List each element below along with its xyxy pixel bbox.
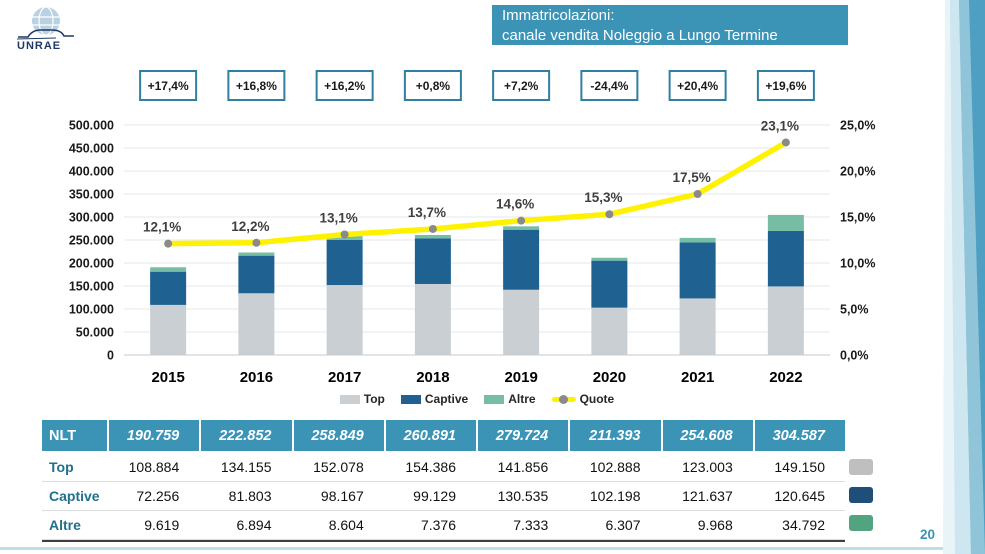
top-row-swatch-icon [849,459,873,475]
table-cell: 9.968 [697,517,733,533]
left-axis-tick-label: 500.000 [68,118,114,133]
table-cell: 6.894 [236,517,272,533]
quote-point-label: 12,1% [142,219,182,235]
table-cell: 141.856 [497,459,549,475]
x-axis-year-label: 2017 [327,369,362,386]
table-cell: 99.129 [413,488,456,504]
quote-point-label: 12,2% [231,218,270,234]
bar-segment-top [503,290,539,355]
table-cell: 8.604 [328,517,364,533]
table-header-cell: 254.608 [661,420,753,451]
bar-segment-captive [238,256,274,294]
legend-label: Captive [424,392,469,406]
bar-segment-top [768,286,804,355]
table-cell: 7.333 [513,517,549,533]
right-axis-tick-label: 0,0% [840,348,869,363]
left-axis-tick-label: 0 [107,348,114,363]
table-header-cell: 304.587 [753,420,845,451]
left-axis-tick-label: 50.000 [75,325,114,340]
bottom-rule [0,547,985,550]
table-header-label: NLT [49,427,77,444]
bar-segment-captive [680,242,716,298]
quote-dot-icon [559,395,568,404]
bar-segment-altre [415,235,451,238]
table-header-cell: 190.759 [107,420,199,451]
slide-title-line2: canale vendita Noleggio a Lungo Termine [502,27,778,44]
bar-segment-captive [150,272,186,305]
pct-change-value: +17,4% [147,79,189,93]
left-axis-tick-label: 450.000 [68,141,114,156]
pct-change-value: +16,2% [324,79,366,93]
top-swatch-icon [340,395,360,404]
quote-point-label: 14,6% [495,196,535,212]
quote-point-label: 13,1% [319,210,358,226]
x-axis-year-label: 2022 [769,369,803,386]
nlt-data-table [42,420,845,542]
bar-segment-altre [768,215,804,231]
quote-point [429,225,437,233]
left-axis-tick-label: 400.000 [68,164,114,179]
x-axis-year-label: 2015 [151,369,185,386]
table-cell: 7.376 [420,517,456,533]
left-axis-tick-label: 250.000 [68,233,114,248]
bar-segment-captive [503,230,539,290]
bar-segment-altre [503,226,539,229]
table-cell: 108.884 [128,459,180,475]
bar-segment-top [150,305,186,355]
left-axis-tick-label: 150.000 [68,279,114,294]
bar-segment-altre [150,267,186,271]
bar-segment-top [415,284,451,355]
left-axis-tick-label: 200.000 [68,256,114,271]
bar-segment-top [238,293,274,355]
table-cell: 72.256 [136,488,180,504]
table-header-row [42,420,845,451]
pct-change-value: -24,4% [590,79,629,93]
quote-point-label: 13,7% [407,204,447,220]
left-axis-tick-label: 300.000 [68,210,114,225]
quote-point-label: 17,5% [672,170,711,185]
table-cell: 6.307 [605,517,641,533]
table-header-cell: 211.393 [568,420,660,451]
right-axis-tick-label: 5,0% [840,302,869,317]
table-row-top [42,453,845,482]
table-row-label: Top [49,459,74,475]
table-row-altre [42,511,845,540]
pct-change-value: +16,8% [235,79,277,93]
table-cell: 34.792 [782,517,825,533]
table-header-cell: 260.891 [384,420,476,451]
pct-change-value: +20,4% [677,79,719,93]
table-cell: 149.150 [774,459,825,475]
table-row-label: Altre [49,517,81,533]
bar-segment-altre [680,238,716,243]
right-axis-tick-label: 25,0% [840,118,876,133]
pct-change-value: +0,8% [415,79,451,93]
quote-point [517,217,525,225]
table-cell: 154.386 [405,459,456,475]
chart-legend [124,392,830,406]
bar-segment-captive [327,240,363,285]
bar-segment-altre [238,252,274,255]
legend-item-captive [401,392,468,406]
bar-segment-captive [591,261,627,308]
legend-label: Quote [579,392,615,406]
bar-segment-top [327,285,363,355]
left-axis-tick-label: 100.000 [68,302,114,317]
table-cell: 134.155 [220,459,272,475]
slide-title-line1: Immatricolazioni: [502,7,615,24]
logo-text: UNRAE [17,40,62,52]
table-cell: 121.637 [682,488,733,504]
table-cell: 152.078 [313,459,364,475]
quote-point [782,138,790,146]
pct-change-value: +7,2% [503,79,539,93]
x-axis-year-label: 2018 [416,369,450,386]
bar-segment-captive [768,231,804,286]
quote-point-label: 23,1% [760,118,800,134]
right-axis-tick-label: 10,0% [840,256,876,271]
x-axis-year-label: 2021 [680,369,715,386]
bar-segment-top [591,308,627,355]
right-axis-tick-label: 20,0% [840,164,876,179]
table-cell: 130.535 [497,488,549,504]
table-row-captive [42,482,845,511]
captive-swatch-icon [401,395,421,404]
left-axis-tick-label: 350.000 [68,187,114,202]
quote-point [605,210,613,218]
table-header-cell: 279.724 [476,420,568,451]
legend-label: Top [363,392,385,406]
table-cell: 120.645 [774,488,825,504]
table-header-cell: 258.849 [292,420,384,451]
quote-line-swatch-icon [552,397,576,402]
x-axis-year-label: 2020 [592,369,627,386]
quote-point [341,230,349,238]
legend-label: Altre [508,392,536,406]
side-stripe-decoration [943,0,985,554]
table-cell: 102.888 [589,459,641,475]
quote-point [164,240,172,248]
right-axis-tick-label: 15,0% [840,210,876,225]
legend-item-altre [484,392,535,406]
pct-change-value: +19,6% [765,79,807,93]
quote-point [252,239,260,247]
legend-item-top [340,392,385,406]
captive-row-swatch-icon [849,487,873,503]
table-row-label: Captive [49,488,100,504]
x-axis-year-label: 2019 [504,369,538,386]
table-header-cell: 222.852 [199,420,291,451]
quote-point [694,190,702,198]
quote-point-label: 15,3% [584,190,623,206]
altre-row-swatch-icon [849,515,873,531]
page-number: 20 [919,527,935,542]
table-cell: 81.803 [228,488,272,504]
table-cell: 102.198 [589,488,641,504]
legend-item-quote [552,392,615,406]
table-cell: 9.619 [144,517,180,533]
bar-segment-altre [591,258,627,261]
x-axis-year-label: 2016 [239,369,274,386]
bar-segment-captive [415,238,451,284]
table-cell: 123.003 [682,459,733,475]
altre-swatch-icon [484,395,504,404]
table-cell: 98.167 [320,488,364,504]
bar-segment-top [680,298,716,355]
